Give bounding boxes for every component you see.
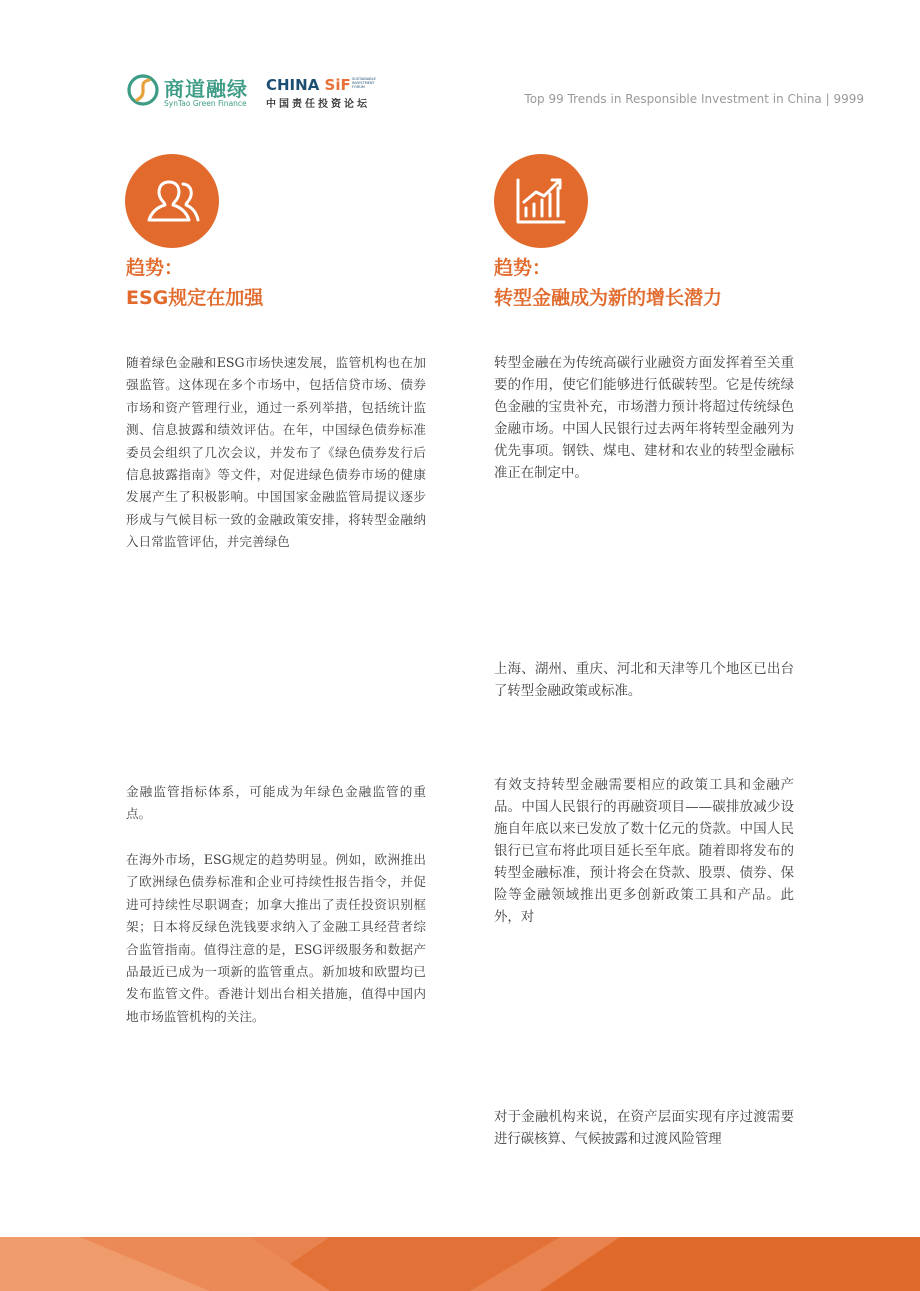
syntao-name-en: SynTao Green Finance <box>164 99 247 108</box>
people-icon <box>125 154 219 248</box>
left-paragraph-2: 金融监管指标体系，可能成为年绿色金融监管的重点。 <box>126 784 426 822</box>
syntao-logo <box>126 73 250 109</box>
right-trend-label: 趋势： <box>494 257 552 279</box>
sif-prefix: CHINA <box>266 76 325 94</box>
right-trend-title: 转型金融成为新的增长潜力 <box>494 287 723 309</box>
syntao-name-cn: 商道融绿 <box>164 77 248 101</box>
growth-chart-icon <box>494 154 588 248</box>
china-sif-logo <box>266 76 386 110</box>
syntao-logo-mark-icon <box>126 73 160 107</box>
footer-band <box>0 1237 920 1291</box>
sif-subtitle: SUSTAINABLE INVESTMENT FORUM <box>352 77 376 89</box>
right-paragraph-2: 上海、湖州、重庆、河北和天津等几个地区已出台了转型金融政策或标准。 <box>494 662 794 699</box>
growth-chart-icon-badge <box>494 154 588 248</box>
sif-mark: SiF <box>324 76 351 94</box>
left-trend-heading <box>126 253 263 313</box>
right-paragraph-1: 转型金融在为传统高碳行业融资方面发挥着至关重要的作用，使它们能够进行低碳转型。它是传统绿色金融的宝贵补充，市场潜力预计将超过传统绿色金融市场。中国人民银行过去两年将转型金融列为优先事项。钢铁、煤电、建材和农业的转型金融标准正在制定中。 <box>494 356 794 481</box>
left-trend-label: 趋势： <box>126 257 184 279</box>
sif-title <box>266 76 351 94</box>
left-paragraph-3: 在海外市场，ESG规定的趋势明显。例如，欧洲推出了欧洲绿色债券标准和企业可持续性报告指令，并促进可持续性尽职调查；加拿大推出了责任投资识别框架；日本将反绿色洗钱要求纳入了金融工具经营者综合监管指南。值得注意的是，ESG评级服务和数据产品最近已成为一项新的监管重点。新加坡和欧盟均已发布监管文件。香港计划出台相关措施，值得中国内地市场监管机构的关注。 <box>126 852 426 1024</box>
sif-name-cn: 中国责任投资论坛 <box>266 99 370 110</box>
people-icon-badge <box>125 154 219 248</box>
running-title: Top 99 Trends in Responsible Investment in China | 9999 <box>524 92 864 106</box>
right-trend-heading <box>494 253 722 313</box>
left-paragraph-1: 随着绿色金融和ESG市场快速发展，监管机构也在加强监管。这体现在多个市场中，包括信贷市场、债券市场和资产管理行业，通过一系列举措，包括统计监测、信息披露和绩效评估。在年，中国绿色债券标准委员会组织了几次会议，并发布了《绿色债券发行后信息披露指南》等文件，对促进绿色债券市场的健康发展产生了积极影响。中国国家金融监管局提议逐步形成与气候目标一致的金融政策安排，将转型金融纳入日常监管评估，并完善绿色 <box>126 355 426 550</box>
left-trend-title: ESG规定在加强 <box>126 287 264 309</box>
right-paragraph-3: 有效支持转型金融需要相应的政策工具和金融产品。中国人民银行的再融资项目——碳排放减少设施自年底以来已发放了数十亿元的贷款。中国人民银行已宣布将此项目延长至年底。随着即将发布的转型金融标准，预计将会在贷款、股票、债券、保险等金融领域推出更多创新政策工具和产品。此外，对 <box>494 778 794 925</box>
right-paragraph-4: 对于金融机构来说，在资产层面实现有序过渡需要进行碳核算、气候披露和过渡风险管理 <box>494 1110 794 1147</box>
